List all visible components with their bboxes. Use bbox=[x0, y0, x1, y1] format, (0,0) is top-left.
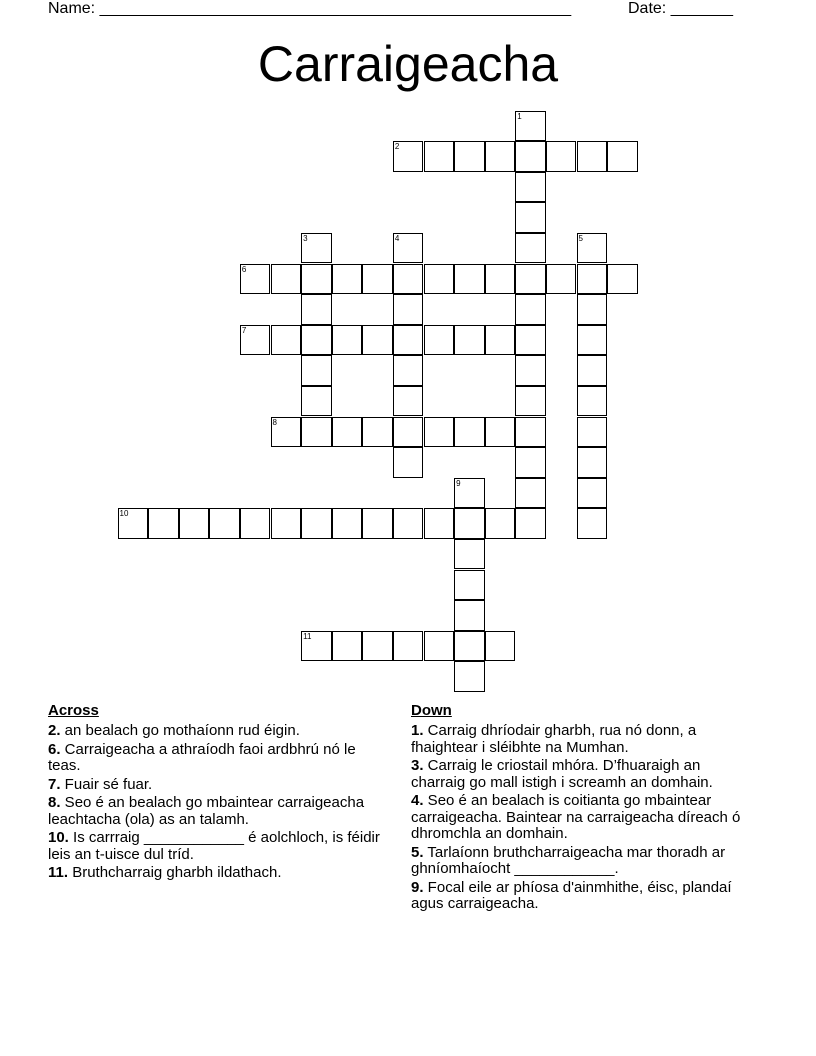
name-field-label: Name: _____________________________________________________ bbox=[48, 0, 572, 17]
grid-cell[interactable] bbox=[515, 417, 546, 448]
grid-cell[interactable] bbox=[454, 539, 485, 570]
down-clue bbox=[411, 758, 751, 791]
grid-cell[interactable] bbox=[577, 294, 608, 325]
clue-number-label: 6. bbox=[48, 740, 61, 758]
grid-cell[interactable] bbox=[454, 631, 485, 662]
clue-number-label: 7. bbox=[48, 775, 61, 793]
clue-number: 9 bbox=[456, 478, 461, 488]
grid-cell[interactable] bbox=[607, 264, 638, 295]
grid-cell[interactable] bbox=[271, 508, 302, 539]
grid-cell[interactable] bbox=[546, 264, 577, 295]
grid-cell[interactable] bbox=[301, 294, 332, 325]
grid-cell[interactable] bbox=[393, 264, 424, 295]
grid-cell[interactable] bbox=[148, 508, 179, 539]
grid-cell[interactable] bbox=[424, 631, 455, 662]
clue-text: Tarlaíonn bruthcharraigeacha mar thoradh ar ghníomhaíocht ____________. bbox=[411, 843, 726, 877]
grid-cell[interactable] bbox=[301, 325, 332, 356]
grid-cell[interactable] bbox=[393, 355, 424, 386]
across-clues bbox=[48, 702, 388, 884]
grid-cell[interactable] bbox=[362, 508, 393, 539]
grid-cell[interactable] bbox=[577, 508, 608, 539]
grid-cell[interactable] bbox=[515, 141, 546, 172]
grid-cell[interactable] bbox=[515, 325, 546, 356]
clue-number-label: 1. bbox=[411, 722, 424, 739]
grid-cell[interactable] bbox=[485, 264, 516, 295]
clue-number: 2 bbox=[394, 142, 400, 152]
across-clue bbox=[48, 777, 388, 794]
grid-cell[interactable] bbox=[332, 508, 363, 539]
grid-cell[interactable] bbox=[301, 508, 332, 539]
grid-cell[interactable] bbox=[424, 508, 455, 539]
grid-cell[interactable] bbox=[393, 294, 424, 325]
across-clue bbox=[48, 830, 388, 863]
grid-cell[interactable] bbox=[454, 570, 485, 601]
clue-number: 4 bbox=[394, 233, 400, 243]
clue-text: Is carrraig ____________ é aolchloch, is féidir leis an t-uisce dul tríd. bbox=[48, 829, 380, 863]
clue-number: 11 bbox=[303, 631, 312, 641]
grid-cell[interactable] bbox=[515, 355, 546, 386]
page-title: Carraigeacha bbox=[257, 36, 559, 92]
grid-cell[interactable] bbox=[179, 508, 210, 539]
grid-cell[interactable] bbox=[424, 141, 455, 172]
grid-cell[interactable] bbox=[485, 508, 516, 539]
across-clue bbox=[48, 742, 388, 775]
grid-cell[interactable] bbox=[515, 447, 546, 478]
grid-cell[interactable] bbox=[332, 417, 363, 448]
clue-number: 6 bbox=[241, 264, 247, 274]
grid-cell[interactable] bbox=[362, 631, 393, 662]
across-clue bbox=[48, 723, 388, 740]
grid-cell[interactable] bbox=[454, 508, 485, 539]
across-clue bbox=[48, 865, 388, 882]
grid-cell[interactable] bbox=[301, 264, 332, 295]
clue-number: 1 bbox=[517, 111, 522, 121]
grid-cell[interactable] bbox=[515, 508, 546, 539]
grid-cell[interactable] bbox=[454, 417, 485, 448]
clue-number-label: 2. bbox=[48, 722, 61, 739]
clue-number-label: 5. bbox=[411, 843, 424, 861]
grid-cell[interactable] bbox=[577, 417, 608, 448]
clue-number: 7 bbox=[241, 325, 247, 335]
down-clue bbox=[411, 845, 751, 878]
grid-cell[interactable] bbox=[393, 386, 424, 417]
down-clues bbox=[411, 702, 751, 915]
clue-text: Seo é an bealach is coitianta go mbaintear carraigeacha. Baintear na carraigeacha díreach ó dhromchla an domhain. bbox=[411, 792, 741, 842]
grid-cell[interactable] bbox=[577, 386, 608, 417]
clue-number-label: 10. bbox=[48, 829, 69, 846]
grid-cell[interactable] bbox=[515, 202, 546, 233]
grid-cell[interactable] bbox=[485, 631, 516, 662]
grid-cell[interactable] bbox=[332, 264, 363, 295]
grid-cell[interactable] bbox=[515, 386, 546, 417]
down-clue bbox=[411, 880, 751, 913]
grid-cell[interactable] bbox=[271, 264, 302, 295]
grid-cell[interactable] bbox=[393, 325, 424, 356]
clue-number-label: 11. bbox=[48, 864, 69, 881]
grid-cell[interactable] bbox=[577, 447, 608, 478]
grid-cell[interactable] bbox=[454, 600, 485, 631]
clue-text: an bealach go mothaíonn rud éigin. bbox=[60, 722, 300, 739]
clue-text: Fuair sé fuar. bbox=[60, 775, 153, 793]
grid-cell[interactable] bbox=[515, 294, 546, 325]
grid-cell[interactable] bbox=[301, 417, 332, 448]
clue-number: 8 bbox=[272, 417, 277, 427]
grid-cell[interactable] bbox=[393, 447, 424, 478]
down-clue bbox=[411, 793, 751, 843]
across-heading: Across bbox=[48, 702, 99, 719]
clue-number-label: 3. bbox=[411, 757, 424, 774]
grid-cell[interactable] bbox=[577, 141, 608, 172]
grid-cell[interactable] bbox=[393, 631, 424, 662]
grid-cell[interactable] bbox=[362, 417, 393, 448]
clue-text: Seo é an bealach go mbaintear carraigeacha leachtacha (ola) as an talamh. bbox=[48, 794, 365, 828]
grid-cell[interactable] bbox=[454, 264, 485, 295]
clue-number: 5 bbox=[578, 233, 583, 243]
grid-cell[interactable] bbox=[393, 508, 424, 539]
grid-cell[interactable] bbox=[485, 325, 516, 356]
grid-cell[interactable] bbox=[424, 417, 455, 448]
down-heading: Down bbox=[411, 702, 452, 719]
grid-cell[interactable] bbox=[546, 141, 577, 172]
date-field-label: Date: _______ bbox=[628, 0, 733, 17]
clue-text: Carraig le criostail mhóra. D’fhuaraigh an charraig go mall istigh i screamh an domhain. bbox=[411, 757, 713, 791]
grid-cell[interactable] bbox=[485, 417, 516, 448]
grid-cell[interactable] bbox=[301, 355, 332, 386]
grid-cell[interactable] bbox=[515, 233, 546, 264]
grid-cell[interactable] bbox=[485, 141, 516, 172]
grid-cell[interactable] bbox=[577, 478, 608, 509]
clue-number-label: 4. bbox=[411, 792, 424, 809]
clue-number: 3 bbox=[303, 233, 308, 243]
grid-cell[interactable] bbox=[515, 478, 546, 509]
clue-text: Bruthcharraig gharbh ildathach. bbox=[68, 864, 282, 881]
down-clue bbox=[411, 723, 751, 756]
grid-cell[interactable] bbox=[577, 325, 608, 356]
grid-cell[interactable] bbox=[577, 355, 608, 386]
grid-cell[interactable] bbox=[240, 508, 271, 539]
clue-text: Carraigeacha a athraíodh faoi ardbhrú nó le teas. bbox=[48, 740, 356, 774]
grid-cell[interactable] bbox=[301, 386, 332, 417]
grid-cell[interactable] bbox=[271, 325, 302, 356]
clue-number: 10 bbox=[119, 509, 129, 519]
grid-cell[interactable] bbox=[362, 264, 393, 295]
grid-cell[interactable] bbox=[393, 417, 424, 448]
grid-cell[interactable] bbox=[424, 325, 455, 356]
across-clue bbox=[48, 795, 388, 828]
grid-cell[interactable] bbox=[454, 141, 485, 172]
grid-cell[interactable] bbox=[332, 325, 363, 356]
grid-cell[interactable] bbox=[607, 141, 638, 172]
clue-number-label: 8. bbox=[48, 794, 61, 811]
grid-cell[interactable] bbox=[454, 661, 485, 692]
clue-number-label: 9. bbox=[411, 878, 424, 896]
grid-cell[interactable] bbox=[209, 508, 240, 539]
grid-cell[interactable] bbox=[362, 325, 393, 356]
grid-cell[interactable] bbox=[332, 631, 363, 662]
grid-cell[interactable] bbox=[454, 325, 485, 356]
grid-cell[interactable] bbox=[515, 264, 546, 295]
grid-cell[interactable] bbox=[424, 264, 455, 295]
grid-cell[interactable] bbox=[577, 264, 608, 295]
clue-text: Focal eile ar phíosa d'ainmhithe, éisc, plandaí agus carraigeacha. bbox=[411, 878, 732, 912]
grid-cell[interactable] bbox=[515, 172, 546, 203]
clue-text: Carraig dhríodair gharbh, rua nó donn, a fhaightear i sléibhte na Mumhan. bbox=[411, 722, 697, 756]
